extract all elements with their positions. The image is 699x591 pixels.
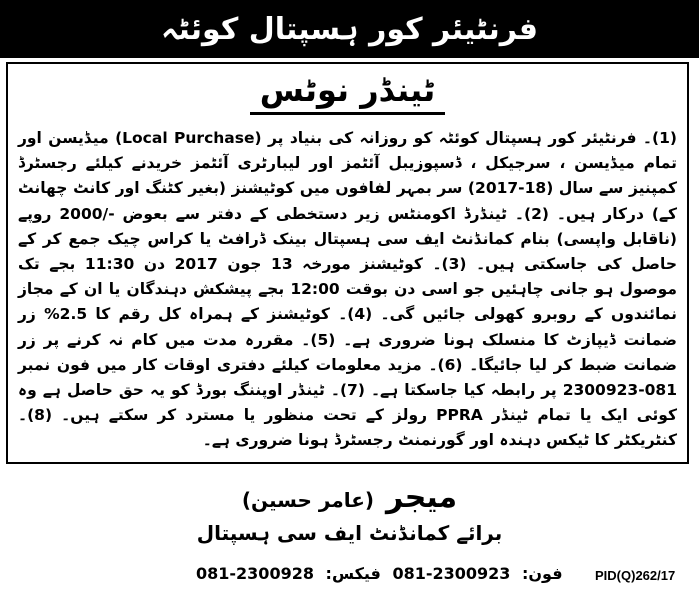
fax-label: فیکس: [325,564,381,583]
signatory-name: (عامر حسین) [241,488,375,512]
signature-line [0,480,699,515]
fax-number: 081-2300928 [196,564,314,583]
header-banner [0,0,699,58]
hospital-title: فرنٹیئر کور ہسپتال کوئٹہ [160,11,539,47]
signatory-rank: میجر [386,480,458,515]
notice-body: (1)۔ فرنٹیئر کور ہسپتال کوئٹہ کو روزانہ کی بنیاد پر (Local Purchase) میڈیسن اور تمام میڈیسن ، سرجیکل ، ڈسپوزیبل آئٹمز اور لیبارٹری آئٹمز خریدنے کیلئے رجسٹرڈ کمپنیز سے سال (18-2017) سر بمہر لفافوں میں کوٹیشنز (بغیر کٹنگ اور کانٹ چھانٹ کے) درکار ہیں۔ (2)۔ ٹینڈرڈ اکومنٹس زیر دستخطی کے دفتر سے بعوض -/2000 روپے (ناقابل واپسی) بنام کمانڈنٹ ایف سی ہسپتال بینک ڈرافٹ یا کراس چیک جمع کر کے حاصل کی جاسکتی ہیں۔ (3)۔ کوٹیشنز مورخہ 13 جون 2017 دن 11:30 بجے تک موصول ہو جانی چاہئیں جو اسی دن بوقت 12:00 بجے پیشکش دہندگان یا ان کے مجاز نمائندوں کے روبرو کھولی جائیں گی۔ (4)۔ کوٹیشنز کے ہمراہ کل رقم کا 2.5% زر ضمانت ڈیپازٹ کا منسلک ہونا ضروری ہے۔ (5)۔ مقررہ مدت میں کام نہ کرنے پر زر ضمانت ضبط کر لیا جائیگا۔ (6)۔ مزید معلومات کیلئے دفتری اوقات کار میں فون نمبر 081-2300923 پر رابطہ کیا جاسکتا ہے۔ (7)۔ ٹینڈر اوپننگ بورڈ کو یہ حق حاصل ہے وہ کوئی ایک یا تمام ٹینڈر PPRA رولز کے تحت منظور یا مسترد کر سکتے ہیں۔ (8)۔ کنٹریکٹر کا ٹیکس دہندہ اور گورنمنٹ رجسٹرڈ ہونا ضروری ہے۔ [18,129,678,450]
notice-title-wrap [8,70,687,115]
notice-box [6,62,689,464]
phone-number: 081-2300923 [392,564,511,583]
signatory-office: برائے کمانڈنٹ ایف سی ہسپتال [196,521,503,545]
phone-label: فون: [522,564,563,583]
contact-line [190,564,563,583]
notice-title: ٹینڈر نوٹس [250,70,446,115]
signature-block [0,480,699,545]
publication-id: PID(Q)262/17 [595,568,676,583]
